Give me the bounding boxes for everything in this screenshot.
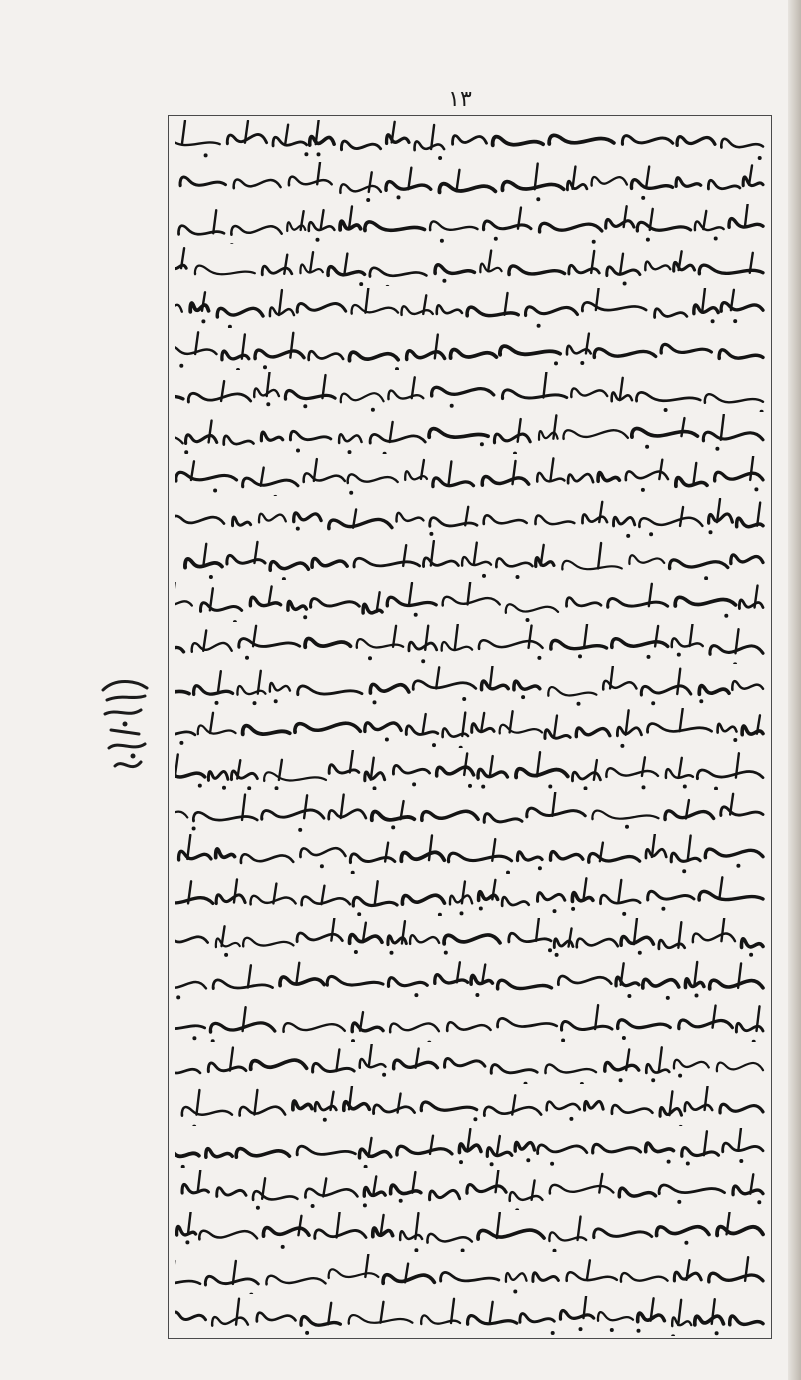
manuscript-line <box>175 1086 765 1126</box>
manuscript-line <box>175 1002 765 1042</box>
manuscript-line <box>175 666 765 706</box>
margin-annotation <box>95 670 157 800</box>
manuscript-line <box>175 582 765 622</box>
page-number: ۱۳ <box>448 87 472 112</box>
manuscript-line <box>175 162 765 202</box>
manuscript-line <box>175 876 765 916</box>
manuscript-line <box>175 1128 765 1168</box>
manuscript-line <box>175 1296 765 1336</box>
manuscript-line <box>175 540 765 580</box>
manuscript-line <box>175 750 765 790</box>
page-right-edge <box>788 0 801 1380</box>
manuscript-line <box>175 960 765 1000</box>
manuscript-line <box>175 372 765 412</box>
manuscript-line <box>175 708 765 748</box>
manuscript-line <box>175 456 765 496</box>
manuscript-line <box>175 1170 765 1210</box>
manuscript-text-block <box>168 115 772 1339</box>
handwritten-annotation-icon <box>95 670 157 800</box>
manuscript-line <box>175 792 765 832</box>
manuscript-line <box>175 624 765 664</box>
manuscript-line <box>175 1254 765 1294</box>
manuscript-line <box>175 1212 765 1252</box>
manuscript-line <box>175 498 765 538</box>
manuscript-line <box>175 414 765 454</box>
manuscript-line <box>175 288 765 328</box>
manuscript-line <box>175 204 765 244</box>
manuscript-line <box>175 1044 765 1084</box>
manuscript-line <box>175 330 765 370</box>
manuscript-line <box>175 120 765 160</box>
manuscript-line <box>175 918 765 958</box>
manuscript-line <box>175 246 765 286</box>
manuscript-line <box>175 834 765 874</box>
